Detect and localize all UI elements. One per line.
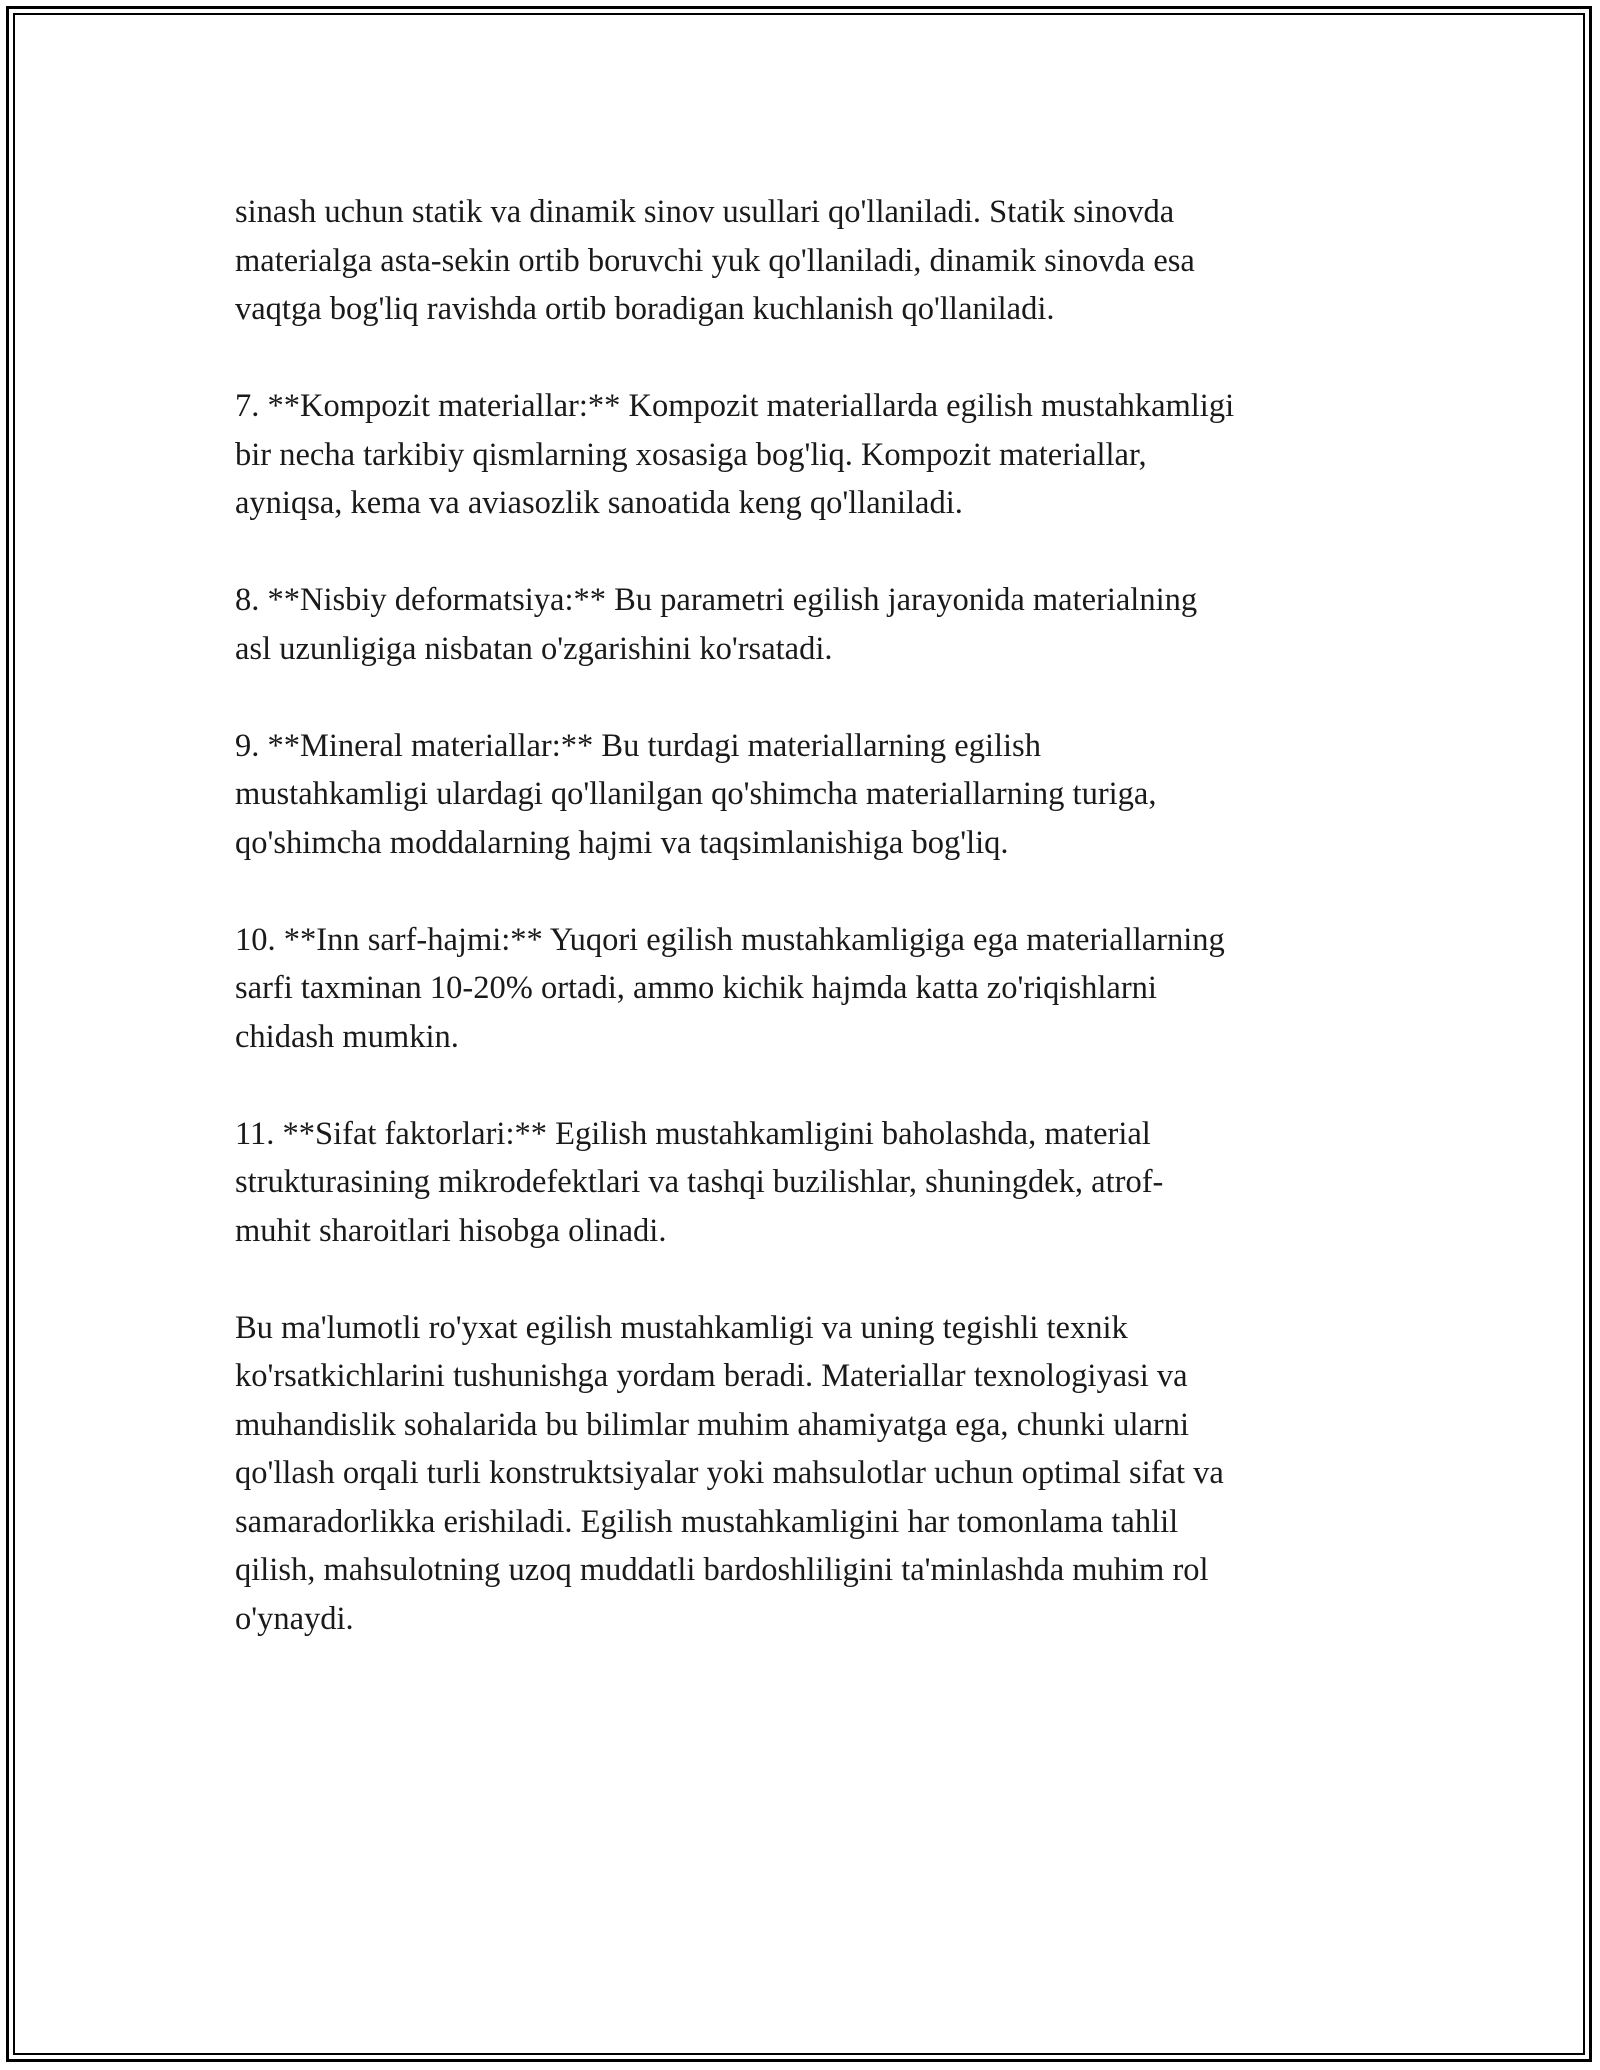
text-line: qo'llash orqali turli konstruktsiyalar yoki mahsulotlar uchun optimal sifat va [235,1455,1224,1491]
text-line: qilish, mahsulotning uzoq muddatli bardoshliligini ta'minlashda muhim rol [235,1552,1209,1588]
text-line: Bu ma'lumotli ro'yxat egilish mustahkamligi va uning tegishli texnik [235,1309,1128,1346]
text-line: vaqtga bog'liq ravishda ortib boradigan kuchlanish qo'llaniladi. [235,291,1055,327]
text-line: chidash mumkin. [235,1018,459,1055]
list-item-9 [235,722,1375,868]
list-item-10 [235,916,1375,1062]
list-item-7 [235,382,1375,528]
text-line: ko'rsatkichlarini tushunishga yordam beradi. Materiallar texnologiyasi va [235,1358,1188,1394]
list-item-11 [235,1110,1375,1256]
paragraph-conclusion [235,1304,1375,1644]
text-line: mustahkamligi ulardagi qo'llanilgan qo'shimcha materiallarning turiga, [235,776,1157,812]
text-line: samaradorlikka erishiladi. Egilish mustahkamligini har tomonlama tahlil [235,1503,1179,1540]
paragraph-continuation [235,188,1375,334]
text-line: strukturasining mikrodefektlari va tashqi buzilishlar, shuningdek, atrof- [235,1164,1164,1200]
text-line: sinash uchun statik va dinamik sinov usullari qo'llaniladi. Statik sinovda [235,194,1175,230]
text-line: materialga asta-sekin ortib boruvchi yuk qo'llaniladi, dinamik sinovda esa [235,242,1195,279]
document-body [235,188,1375,1692]
text-line: 8. **Nisbiy deformatsiya:** Bu parametri egilish jarayonida materialning [235,582,1198,618]
text-line: muhandislik sohalarida bu bilimlar muhim ahamiyatga ega, chunki ularni [235,1406,1190,1443]
text-line: sarfi taxminan 10-20% ortadi, ammo kichik hajmda katta zo'riqishlarni [235,970,1157,1006]
text-line: ayniqsa, kema va aviasozlik sanoatida keng qo'llaniladi. [235,485,963,521]
text-line: 9. **Mineral materiallar:** Bu turdagi materiallarning egilish [235,727,1041,764]
text-line: 10. **Inn sarf-hajmi:** Yuqori egilish mustahkamligiga ega materiallarning [235,921,1225,958]
text-line: bir necha tarkibiy qismlarning xosasiga bog'liq. Kompozit materiallar, [235,436,1147,473]
text-line: qo'shimcha moddalarning hajmi va taqsimlanishiga bog'liq. [235,824,1009,861]
text-line: 11. **Sifat faktorlari:** Egilish mustahkamligini baholashda, material [235,1115,1151,1152]
text-line: asl uzunligiga nisbatan o'zgarishini ko'rsatadi. [235,630,833,667]
list-item-8 [235,576,1375,673]
text-line: o'ynaydi. [235,1600,354,1637]
text-line: muhit sharoitlari hisobga olinadi. [235,1212,667,1249]
text-line: 7. **Kompozit materiallar:** Kompozit materiallarda egilish mustahkamligi [235,388,1235,424]
